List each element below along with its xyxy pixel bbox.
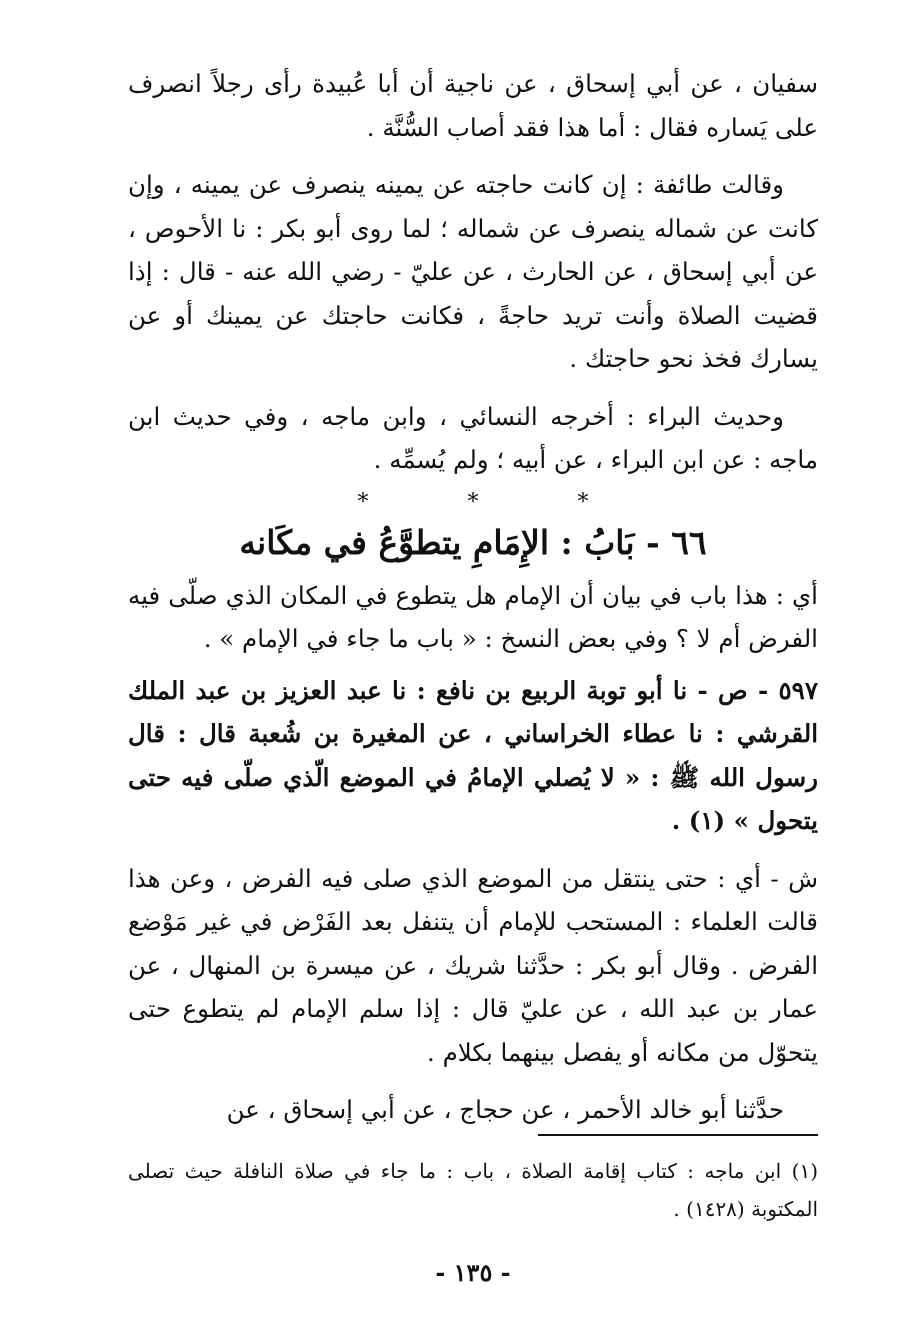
paragraph-bara-hadith: وحديث البراء : أخرجه النسائي ، وابن ماجه ، وفي حديث ابن ماجه : عن ابن البراء ، عن أبيه ؛ ولم يُسمِّه . (128, 401, 818, 474)
paragraph-taifa: وقالت طائفة : إن كانت حاجته عن يمينه ينصرف عن يمينه ، وإن كانت عن شماله ينصرف عن شماله ؛ لما روى أبو بكر : نا الأحوص ، عن أبي إسحاق ، عن الحارث ، عن عليّ - رضي الله عنه - قال : إذا قضيت الصلاة وأنت تريد حاجةً ، فكانت حاجتك عن يمينك أو عن يسارك فخذ نحو حاجتك . (128, 170, 818, 373)
page-body (128, 62, 818, 1312)
paragraph-chapter-explanation: أي : هذا باب في بيان أن الإمام هل يتطوع في المكان الذي صلّى فيه الفرض أم لا ؟ وفي بعض النسخ : « باب ما جاء في الإمام » . (128, 580, 818, 653)
chapter-heading: ٦٦ - بَابُ : الإِمَامِ يتطوَّعُ في مكَانه (239, 522, 707, 562)
footnote: (١) ابن ماجه : كتاب إقامة الصلاة ، باب : ما جاء في صلاة النافلة حيث تصلى المكتوبة (١٤٢٨) . (128, 1159, 818, 1221)
page-number: - ١٣٥ - (435, 1258, 511, 1287)
footnote-divider (538, 1134, 818, 1136)
section-separator: * * * (357, 489, 635, 515)
paragraph-sharh: ش - أي : حتى ينتقل من الموضع الذي صلى فيه الفرض ، وعن هذا قالت العلماء : المستحب للإمام أن يتنفل بعد الفَرْض في غير مَوْضع الفرض . وقال أبو بكر : حدَّثنا شريك ، عن ميسرة بن المنهال ، عن عمار بن عبد الله ، عن عليّ قال : إذا سلم الإمام لم يتطوع حتى يتحوّل من مكانه أو يفصل بينهما بكلام . (128, 863, 818, 1067)
hadith-597: ٥٩٧ - ص - نا أبو توبة الربيع بن نافع : نا عبد العزيز بن عبد الملك القرشي : نا عطاء الخراساني ، عن المغيرة بن شُعبة قال : قال رسول الله ﷺ : « لا يُصلي الإمامُ في الموضع الّذي صلّى فيه حتى يتحول » (١) . (128, 675, 818, 835)
paragraph-haddathana: حدَّثنا أبو خالد الأحمر ، عن حجاج ، عن أبي إسحاق ، عن (226, 1095, 784, 1124)
paragraph-continuation: سفيان ، عن أبي إسحاق ، عن ناجية أن أبا عُبيدة رأى رجلاً انصرف على يَساره فقال : أما هذا فقد أصاب السُّنَّة . (128, 69, 818, 142)
